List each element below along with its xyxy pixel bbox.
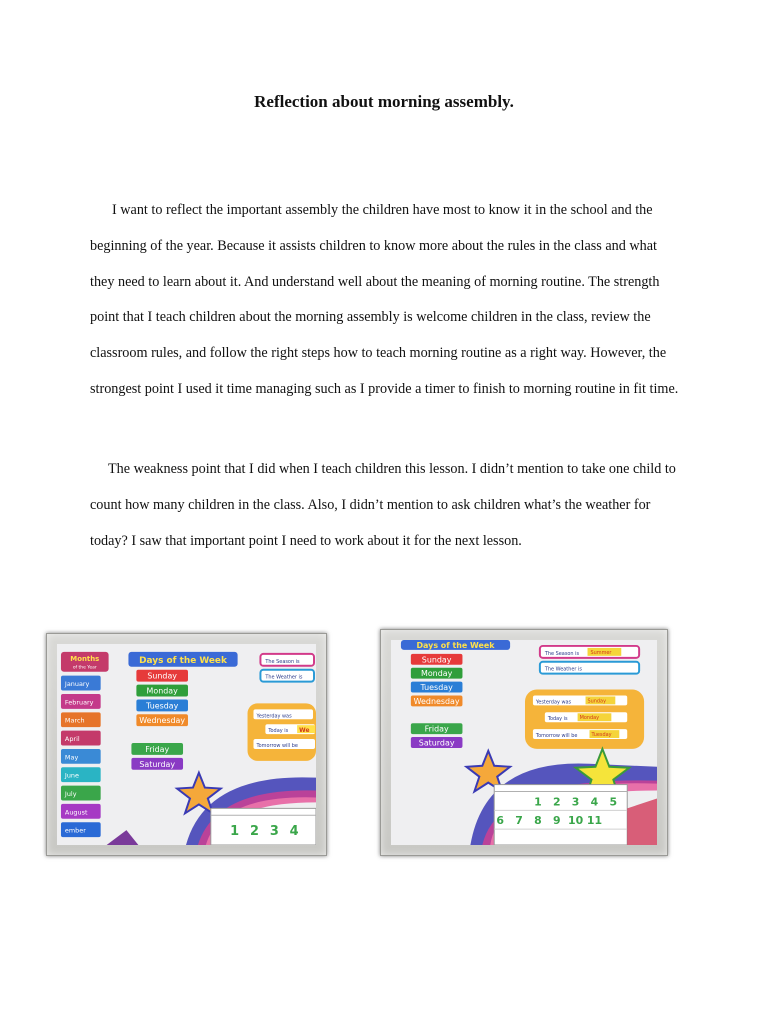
month-label: ember xyxy=(64,826,86,835)
days-header-text: Days of the Week xyxy=(139,655,227,666)
season-value: Summer xyxy=(590,649,612,656)
calendar-grid xyxy=(494,785,627,845)
weather-label: The Weather is xyxy=(544,666,582,673)
day-label: Friday xyxy=(424,724,449,734)
tomorrow-label: Tomorrow will be xyxy=(256,742,298,749)
season-label: The Season is xyxy=(544,650,580,657)
day-label: Monday xyxy=(146,686,178,696)
day-label: Friday xyxy=(145,744,170,754)
today-value: Monday xyxy=(579,715,600,722)
calendar-number: 2 xyxy=(552,795,561,809)
yesterday-label: Yesterday was xyxy=(535,699,572,706)
calendar-number: 9 xyxy=(552,814,561,828)
season-label: The Season is xyxy=(265,658,300,665)
day-label: Sunday xyxy=(421,655,452,665)
yesterday-label: Yesterday was xyxy=(256,713,292,720)
day-label: Wednesday xyxy=(139,716,186,726)
day-label: Tuesday xyxy=(420,683,453,693)
month-label: July xyxy=(64,789,77,798)
calendar-number: 1 xyxy=(230,824,240,840)
day-label: Sunday xyxy=(147,671,178,681)
svg-text:Months: Months xyxy=(70,654,100,663)
day-label: Saturday xyxy=(418,738,455,748)
svg-text:of the Year: of the Year xyxy=(72,665,97,671)
calendar-number: 11 xyxy=(586,814,603,828)
days-header-text: Days of the Week xyxy=(416,640,495,650)
days-list xyxy=(131,670,188,770)
weather-label: The Weather is xyxy=(265,674,303,681)
days-list xyxy=(411,654,463,748)
today-label: Today is xyxy=(268,728,289,735)
classroom-board-photo-left xyxy=(46,633,327,856)
today-label: Today is xyxy=(547,716,568,723)
month-label: August xyxy=(64,808,88,817)
calendar-number: 4 xyxy=(289,824,299,840)
calendar-grid xyxy=(211,808,316,845)
classroom-board-image-left xyxy=(57,644,316,845)
month-label: February xyxy=(64,698,94,707)
calendar-number: 4 xyxy=(590,795,599,809)
month-label: May xyxy=(64,753,79,762)
day-label: Wednesday xyxy=(413,696,460,706)
classroom-board-image-right xyxy=(391,640,657,845)
page-title: Reflection about morning assembly. xyxy=(254,92,514,111)
today-value: We xyxy=(299,727,310,735)
tomorrow-value: Tuesday xyxy=(591,732,612,739)
calendar-number: 5 xyxy=(609,795,618,809)
calendar-number: 3 xyxy=(269,824,279,840)
paragraph-strengths: I want to reflect the important assembly the children have most to know it in the school and the beginning of the year. Because it assists children to know more about the rules in the class and what they need to learn about it. And understand well about the meaning of morning routine. The strength point that I teach children about the morning assembly is welcome children in the class, review the classroom rules, and follow the right steps how to teach morning routine as a right way. However, the strongest point I used it time managing such as I provide a timer to finish to morning routine in fit time. xyxy=(90,202,679,397)
paragraph-weaknesses: The weakness point that I did when I teach children this lesson. I didn’t mention to take one child to count how many children in the class. Also, I didn’t mention to ask children what’s the weather for today? I saw that important point I need to work about it for the next lesson. xyxy=(90,461,676,549)
day-label: Monday xyxy=(420,669,453,679)
calendar-number: 3 xyxy=(571,795,580,809)
calendar-number: 10 xyxy=(568,814,584,828)
calendar-number: 8 xyxy=(534,814,542,828)
tomorrow-label: Tomorrow will be xyxy=(535,733,578,740)
calendar-number: 2 xyxy=(249,824,259,840)
calendar-number: 6 xyxy=(496,814,504,828)
month-label: January xyxy=(64,680,90,689)
month-label: April xyxy=(64,735,80,744)
calendar-number: 1 xyxy=(534,795,542,809)
day-label: Tuesday xyxy=(146,701,179,711)
month-label: March xyxy=(64,716,85,725)
month-label: June xyxy=(64,771,79,780)
day-label: Saturday xyxy=(139,759,176,769)
yesterday-value: Sunday xyxy=(587,698,607,705)
calendar-number: 7 xyxy=(515,814,523,828)
classroom-board-photo-right xyxy=(380,629,668,856)
months-list xyxy=(61,676,101,837)
